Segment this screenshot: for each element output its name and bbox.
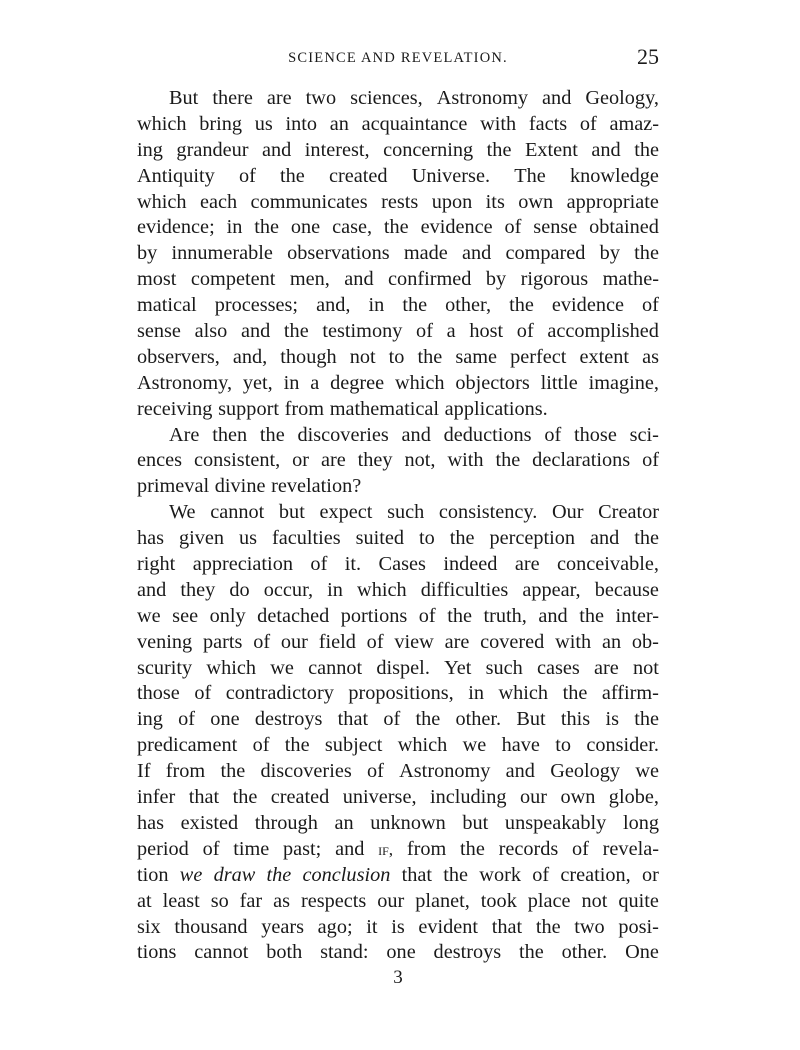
text-line: Antiquity of the created Universe. The knowledge xyxy=(137,164,659,187)
text-line: which each communicates rests upon its own appropriate xyxy=(137,190,659,213)
text-line: If from the discoveries of Astronomy and Geology we xyxy=(137,760,659,783)
text-line: primeval divine revelation? xyxy=(137,475,362,498)
text-line: six thousand years ago; it is evident that the two posi- xyxy=(137,915,659,938)
text-line: which bring us into an acquaintance with facts of amaz- xyxy=(137,112,659,135)
text-line: We cannot but expect such consistency. Our Creator xyxy=(169,501,659,524)
text-line: ences consistent, or are they not, with the declarations of xyxy=(137,449,659,472)
text-line: observers, and, though not to the same perfect extent as xyxy=(137,345,659,368)
text-line: evidence; in the one case, the evidence of sense obtained xyxy=(137,216,659,239)
page-number: 25 xyxy=(637,44,659,69)
text-line: by innumerable observations made and compared by the xyxy=(137,242,659,265)
text-line: predicament of the subject which we have to consider. xyxy=(137,734,659,757)
text-line: infer that the created universe, including our own globe, xyxy=(137,786,659,809)
text-line: period of time past; and if, from the records of revela- xyxy=(137,837,659,860)
text-line: has existed through an unknown but unspeakably long xyxy=(137,811,659,834)
text-line: at least so far as respects our planet, took place not quite xyxy=(137,889,659,912)
text-line: Are then the discoveries and deductions of those sci- xyxy=(169,423,659,446)
text-line: most competent men, and confirmed by rigorous mathe- xyxy=(137,268,659,291)
text-line: tions cannot both stand: one destroys the other. One xyxy=(137,941,659,964)
text-line: tion we draw the conclusion that the work of creation, or xyxy=(137,863,659,886)
running-head: SCIENCE AND REVELATION. xyxy=(288,50,508,66)
text-line: has given us faculties suited to the perception and the xyxy=(137,527,659,550)
text-line: ing grandeur and interest, concerning the Extent and the xyxy=(137,138,659,161)
text-line: right appreciation of it. Cases indeed are conceivable, xyxy=(137,553,659,576)
page-header xyxy=(137,44,659,74)
text-line: ing of one destroys that of the other. But this is the xyxy=(137,708,659,731)
text-line: those of contradictory propositions, in which the affirm- xyxy=(137,682,659,705)
text-line: But there are two sciences, Astronomy and Geology, xyxy=(169,87,659,109)
text-line: and they do occur, in which difficulties appear, because xyxy=(137,578,659,601)
text-line: scurity which we cannot dispel. Yet such cases are not xyxy=(137,656,659,679)
text-line: vening parts of our field of view are covered with an ob- xyxy=(137,630,659,653)
signature-mark: 3 xyxy=(393,967,403,988)
text-line: receiving support from mathematical applications. xyxy=(137,397,548,420)
text-line: we see only detached portions of the truth, and the inter- xyxy=(137,604,659,627)
text-line: sense also and the testimony of a host of accomplished xyxy=(137,320,659,343)
text-line: Astronomy, yet, in a degree which objectors little imagine, xyxy=(137,371,659,394)
text-line: matical processes; and, in the other, the evidence of xyxy=(137,294,659,317)
body-text xyxy=(137,86,659,966)
